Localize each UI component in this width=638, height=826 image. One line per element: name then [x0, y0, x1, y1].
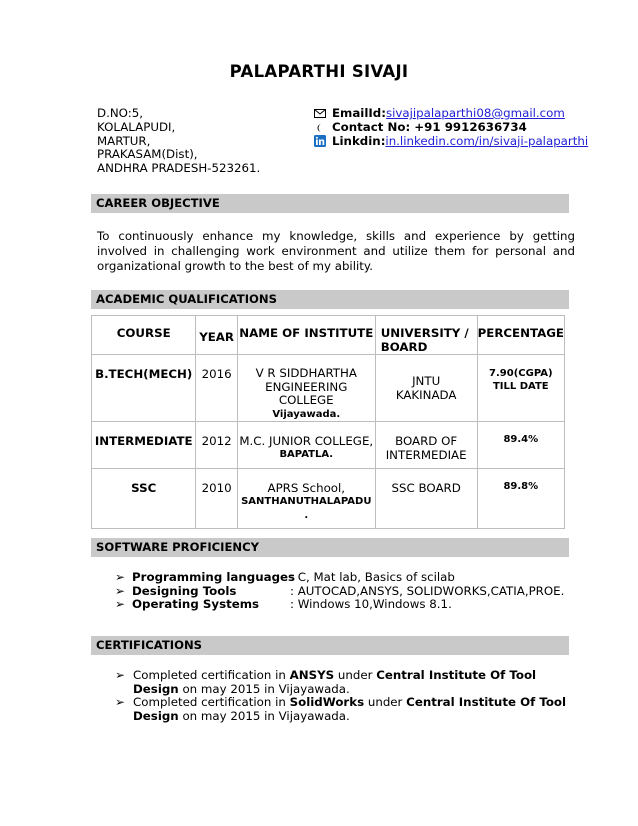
- linkedin-row: [312, 135, 588, 149]
- skill-label: Programming languages: [132, 570, 296, 584]
- skill-value: : Windows 10,Windows 8.1.: [290, 597, 452, 611]
- cell-year: 2010: [196, 469, 237, 529]
- table-row: [92, 355, 565, 422]
- address-line: PRAKASAM(Dist),: [97, 147, 198, 162]
- email-label: EmailId:: [332, 106, 386, 120]
- list-item: [115, 571, 564, 585]
- section-header-software: SOFTWARE PROFICIENCY: [91, 538, 569, 557]
- skill-value: : C, Mat lab, Basics of scilab: [290, 570, 455, 584]
- cell-percentage: 89.4%: [477, 422, 564, 469]
- list-item: [115, 696, 573, 723]
- institute-name: V R SIDDHARTHA ENGINEERING COLLEGE: [255, 366, 357, 407]
- qualifications-table: [91, 315, 565, 529]
- cell-board: SSC BOARD: [375, 469, 477, 529]
- section-header-academic: ACADEMIC QUALIFICATIONS: [91, 290, 569, 309]
- cell-course: SSC: [92, 469, 196, 529]
- arrow-bullet-icon: ➢: [115, 570, 125, 584]
- certification-text: [133, 696, 573, 723]
- table-row: [92, 422, 565, 469]
- cert-text-part: under: [364, 695, 407, 710]
- cell-year: 2016: [196, 355, 237, 422]
- cell-year: 2012: [196, 422, 237, 469]
- skills-list: [115, 571, 564, 612]
- skill-label: Designing Tools: [132, 583, 237, 598]
- institute-place: Vijayawada.: [272, 408, 341, 420]
- institute-place: BAPATLA.: [279, 449, 334, 460]
- phone-icon: [312, 123, 327, 133]
- phone-row: [312, 121, 588, 135]
- header-institute: NAME OF INSTITUTE: [237, 316, 375, 355]
- section-header-certifications: CERTIFICATIONS: [91, 636, 569, 655]
- header-board: UNIVERSITY / BOARD: [375, 316, 477, 355]
- cert-text-part: on may 2015 in Vijayawada.: [178, 681, 350, 696]
- list-item: [115, 669, 573, 696]
- cert-text-part: Completed certification in: [133, 668, 290, 682]
- address-line: ANDHRA PRADESH-523261.: [97, 161, 261, 176]
- cert-text-part: on may 2015 in Vijayawada.: [178, 708, 350, 723]
- arrow-bullet-icon: ➢: [115, 668, 125, 682]
- certification-text: [133, 669, 573, 696]
- cell-percentage: 89.8%: [477, 469, 564, 529]
- header-year: YEAR: [196, 316, 237, 355]
- table-header-row: [92, 316, 565, 355]
- institute-place: SANTHANUTHALAPADU: [241, 496, 372, 507]
- address-line: KOLALAPUDI,: [97, 119, 176, 134]
- email-row: [312, 107, 588, 121]
- header-percentage: PERCENTAGE: [477, 316, 564, 355]
- arrow-bullet-icon: ➢: [115, 597, 125, 611]
- cell-institute: [237, 422, 375, 469]
- arrow-bullet-icon: ➢: [115, 695, 125, 710]
- linkedin-link[interactable]: in.linkedin.com/in/sivaji-palaparthi: [385, 133, 589, 148]
- certifications-list: [115, 669, 573, 723]
- skill-value: : AUTOCAD,ANSYS, SOLIDWORKS,CATIA,PROE.: [290, 583, 565, 598]
- arrow-bullet-icon: ➢: [115, 583, 125, 598]
- cell-board: JNTU KAKINADA: [375, 355, 477, 422]
- address-line: D.NO:5,: [97, 106, 143, 120]
- cert-text-part: Completed certification in: [133, 695, 290, 710]
- skill-label: Operating Systems: [132, 597, 260, 611]
- institute-name: M.C. JUNIOR COLLEGE,: [239, 434, 374, 448]
- cell-course: B.TECH(MECH): [92, 355, 196, 422]
- linkedin-icon: [312, 135, 327, 147]
- cert-software: SolidWorks: [289, 695, 365, 710]
- list-item: [115, 598, 564, 612]
- address-line: MARTUR,: [97, 133, 151, 148]
- institute-place-dot: .: [304, 510, 309, 521]
- envelope-icon: [312, 109, 327, 118]
- contact-block: [312, 107, 588, 148]
- cert-text-part: under: [334, 668, 377, 682]
- cell-percentage: 7.90(CGPA) TILL DATE: [477, 355, 564, 422]
- cell-course: INTERMEDIATE: [92, 422, 196, 469]
- list-item: [115, 585, 564, 599]
- section-header-career: CAREER OBJECTIVE: [91, 194, 569, 213]
- header-course: COURSE: [92, 316, 196, 355]
- institute-name: APRS School,: [267, 481, 346, 495]
- email-link[interactable]: sivajipalaparthi08@gmail.com: [385, 106, 565, 120]
- address-block: [97, 107, 260, 176]
- cert-software: ANSYS: [289, 668, 335, 682]
- cell-institute: [237, 469, 375, 529]
- cert-institute: Central Institute Of Tool Design: [133, 695, 567, 723]
- career-objective-text: To continuously enhance my knowledge, skills and experience by getting involved in challenging work environment and utilize them for personal and organizational growth to the best of my ability.: [97, 229, 575, 273]
- resume-name: PALAPARTHI SIVAJI: [229, 62, 409, 81]
- linkedin-label: Linkdin:: [332, 133, 386, 148]
- table-row: [92, 469, 565, 529]
- cert-institute: Central Institute Of Tool Design: [133, 668, 537, 696]
- cell-institute: [237, 355, 375, 422]
- phone-text: Contact No: +91 9912636734: [332, 119, 527, 134]
- cell-board: BOARD OF INTERMEDIAE: [375, 422, 477, 469]
